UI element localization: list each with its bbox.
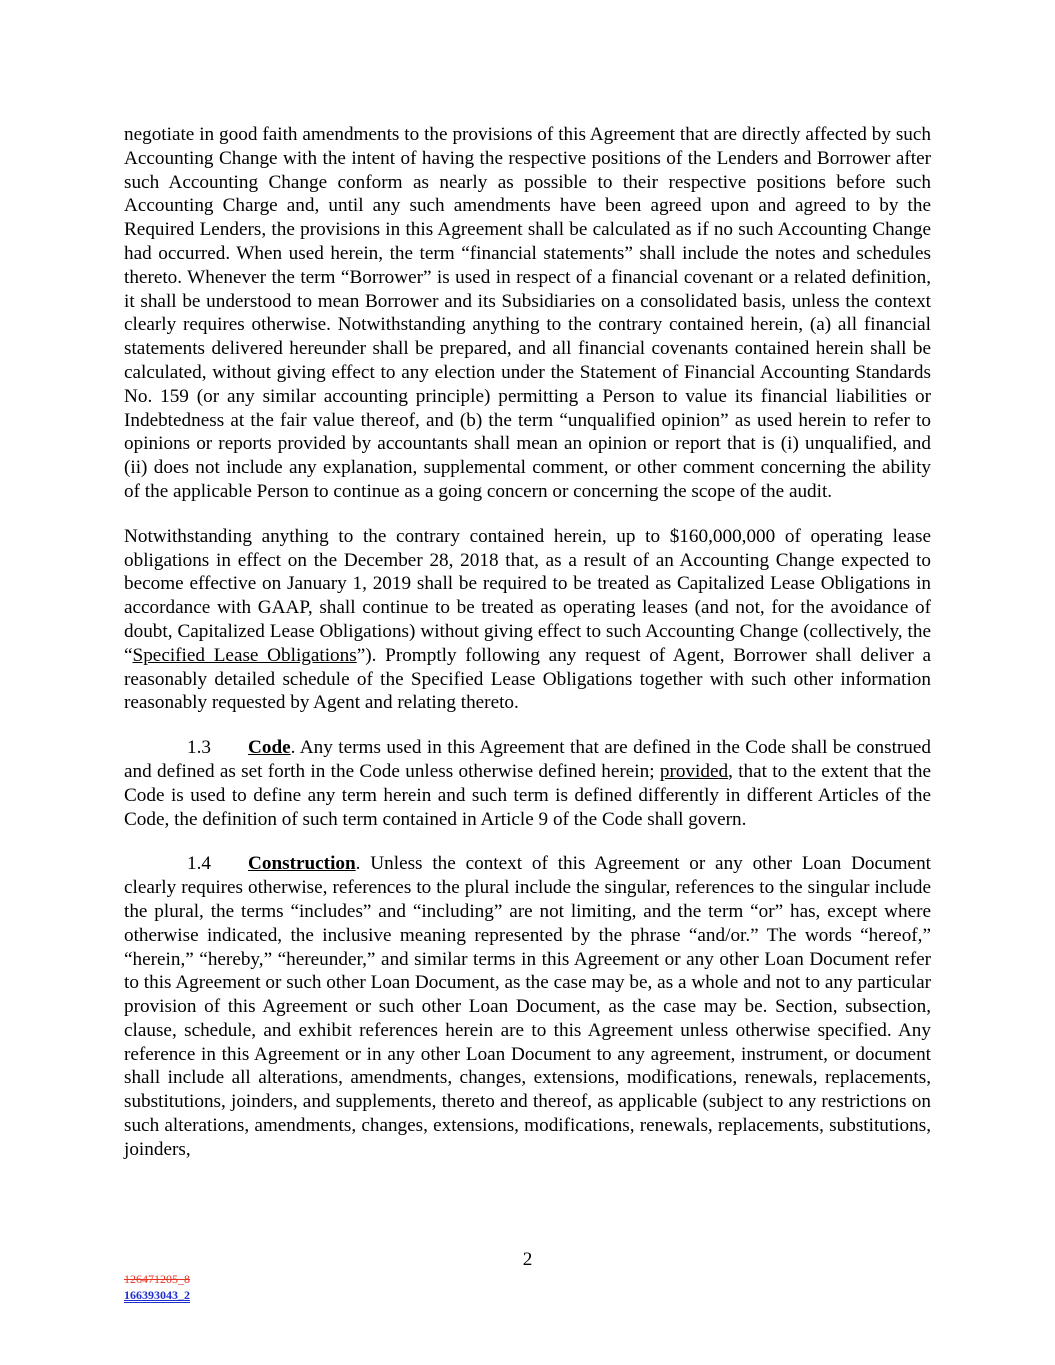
section-text: , that to the extent that the Code is used to define any term herein and such term is defined differently in different Articles of the Code, the definition of such term contained in Article 9 of the Code shall govern.	[124, 760, 931, 830]
paragraph-text: Notwithstanding anything to the contrary contained herein, up to $160,000,000 of operating lease obligations in effect on the December 28, 2018 that, as a result of an Accounting Change expected to become effective on January 1, 2019 shall be required to be treated as Capitalized Lease Obligations in accordance with GAAP, shall continue to be treated as operating leases (and not, for the avoidance of doubt, Capitalized Lease Obligations) without giving effect to such Accounting Change (collectively, the “	[124, 525, 931, 666]
document-id-inserted: 166393043_2	[124, 1288, 190, 1302]
section-1-4	[124, 852, 931, 1161]
document-body	[124, 123, 931, 1183]
section-text: . Any terms used in this Agreement that are defined in the Code shall be construed and defined as set forth in the Code unless otherwise defined herein;	[124, 737, 931, 782]
section-title: Code	[248, 737, 291, 759]
document-id-block	[124, 1271, 190, 1303]
section-title: Construction	[248, 853, 356, 875]
paragraph-specified-lease-obligations	[124, 525, 931, 715]
section-number: 1.4	[187, 853, 211, 875]
page-number: 2	[522, 1249, 533, 1270]
section-text: . Unless the context of this Agreement or any other Loan Document clearly requires otherwise, references to the plural include the singular, references to the singular include the plural, the terms “includes” and “including” are not limiting, and the term “or” has, except where otherwise indicated, the inclusive meaning represented by the phrase “and/or.” The words “hereof,” “herein,” “hereby,” “hereunder,” and similar terms in this Agreement or any other Loan Document refer to this Agreement or such other Loan Document, as the case may be, as a whole and not to any particular provision of this Agreement or such other Loan Document, as the case may be. Section, subsection, clause, schedule, and exhibit references herein are to this Agreement unless otherwise specified. Any reference in this Agreement or in any other Loan Document to any agreement, instrument, or document shall include all alterations, amendments, changes, extensions, modifications, renewals, replacements, substitutions, joinders, and supplements, thereto and thereof, as applicable (subject to any restrictions on such alterations, amendments, changes, extensions, modifications, renewals, replacements, substitutions, joinders,	[124, 853, 931, 1160]
document-id-deleted: 126471205_8	[124, 1272, 190, 1286]
section-1-3	[124, 736, 931, 831]
proviso-term: provided	[659, 760, 729, 782]
section-number: 1.3	[187, 737, 211, 759]
paragraph-text: ”). Promptly following any request of Agent, Borrower shall deliver a reasonably detailed schedule of the Specified Lease Obligations together with such other information reasonably requested by Agent and relating thereto.	[124, 644, 931, 714]
defined-term: Specified Lease Obligations	[132, 644, 357, 666]
paragraph-accounting-change	[124, 123, 931, 504]
paragraph-text: negotiate in good faith amendments to the provisions of this Agreement that are directly affected by such Accounting Change with the intent of having the respective positions of the Lenders and Borrower after such Accounting Change conform as nearly as possible to their respective positions before such Accounting Charge and, until any such amendments have been agreed upon and agreed to by the Required Lenders, the provisions in this Agreement shall be calculated as if no such Accounting Change had occurred. When used herein, the term “financial statements” shall include the notes and schedules thereto. Whenever the term “Borrower” is used in respect of a financial covenant or a related definition, it shall be understood to mean Borrower and its Subsidiaries on a consolidated basis, unless the context clearly requires otherwise. Notwithstanding anything to the contrary contained herein, (a) all financial statements delivered hereunder shall be prepared, and all financial covenants contained herein shall be calculated, without giving effect to any election under the Statement of Financial Accounting Standards No. 159 (or any similar accounting principle) permitting a Person to value its financial liabilities or Indebtedness at the fair value thereof, and (b) the term “unqualified opinion” as used herein to refer to opinions or reports provided by accountants shall mean an opinion or report that is (i) unqualified, and (ii) does not include any explanation, supplemental comment, or other comment concerning the ability of the applicable Person to continue as a going concern or concerning the scope of the audit.	[124, 124, 931, 502]
